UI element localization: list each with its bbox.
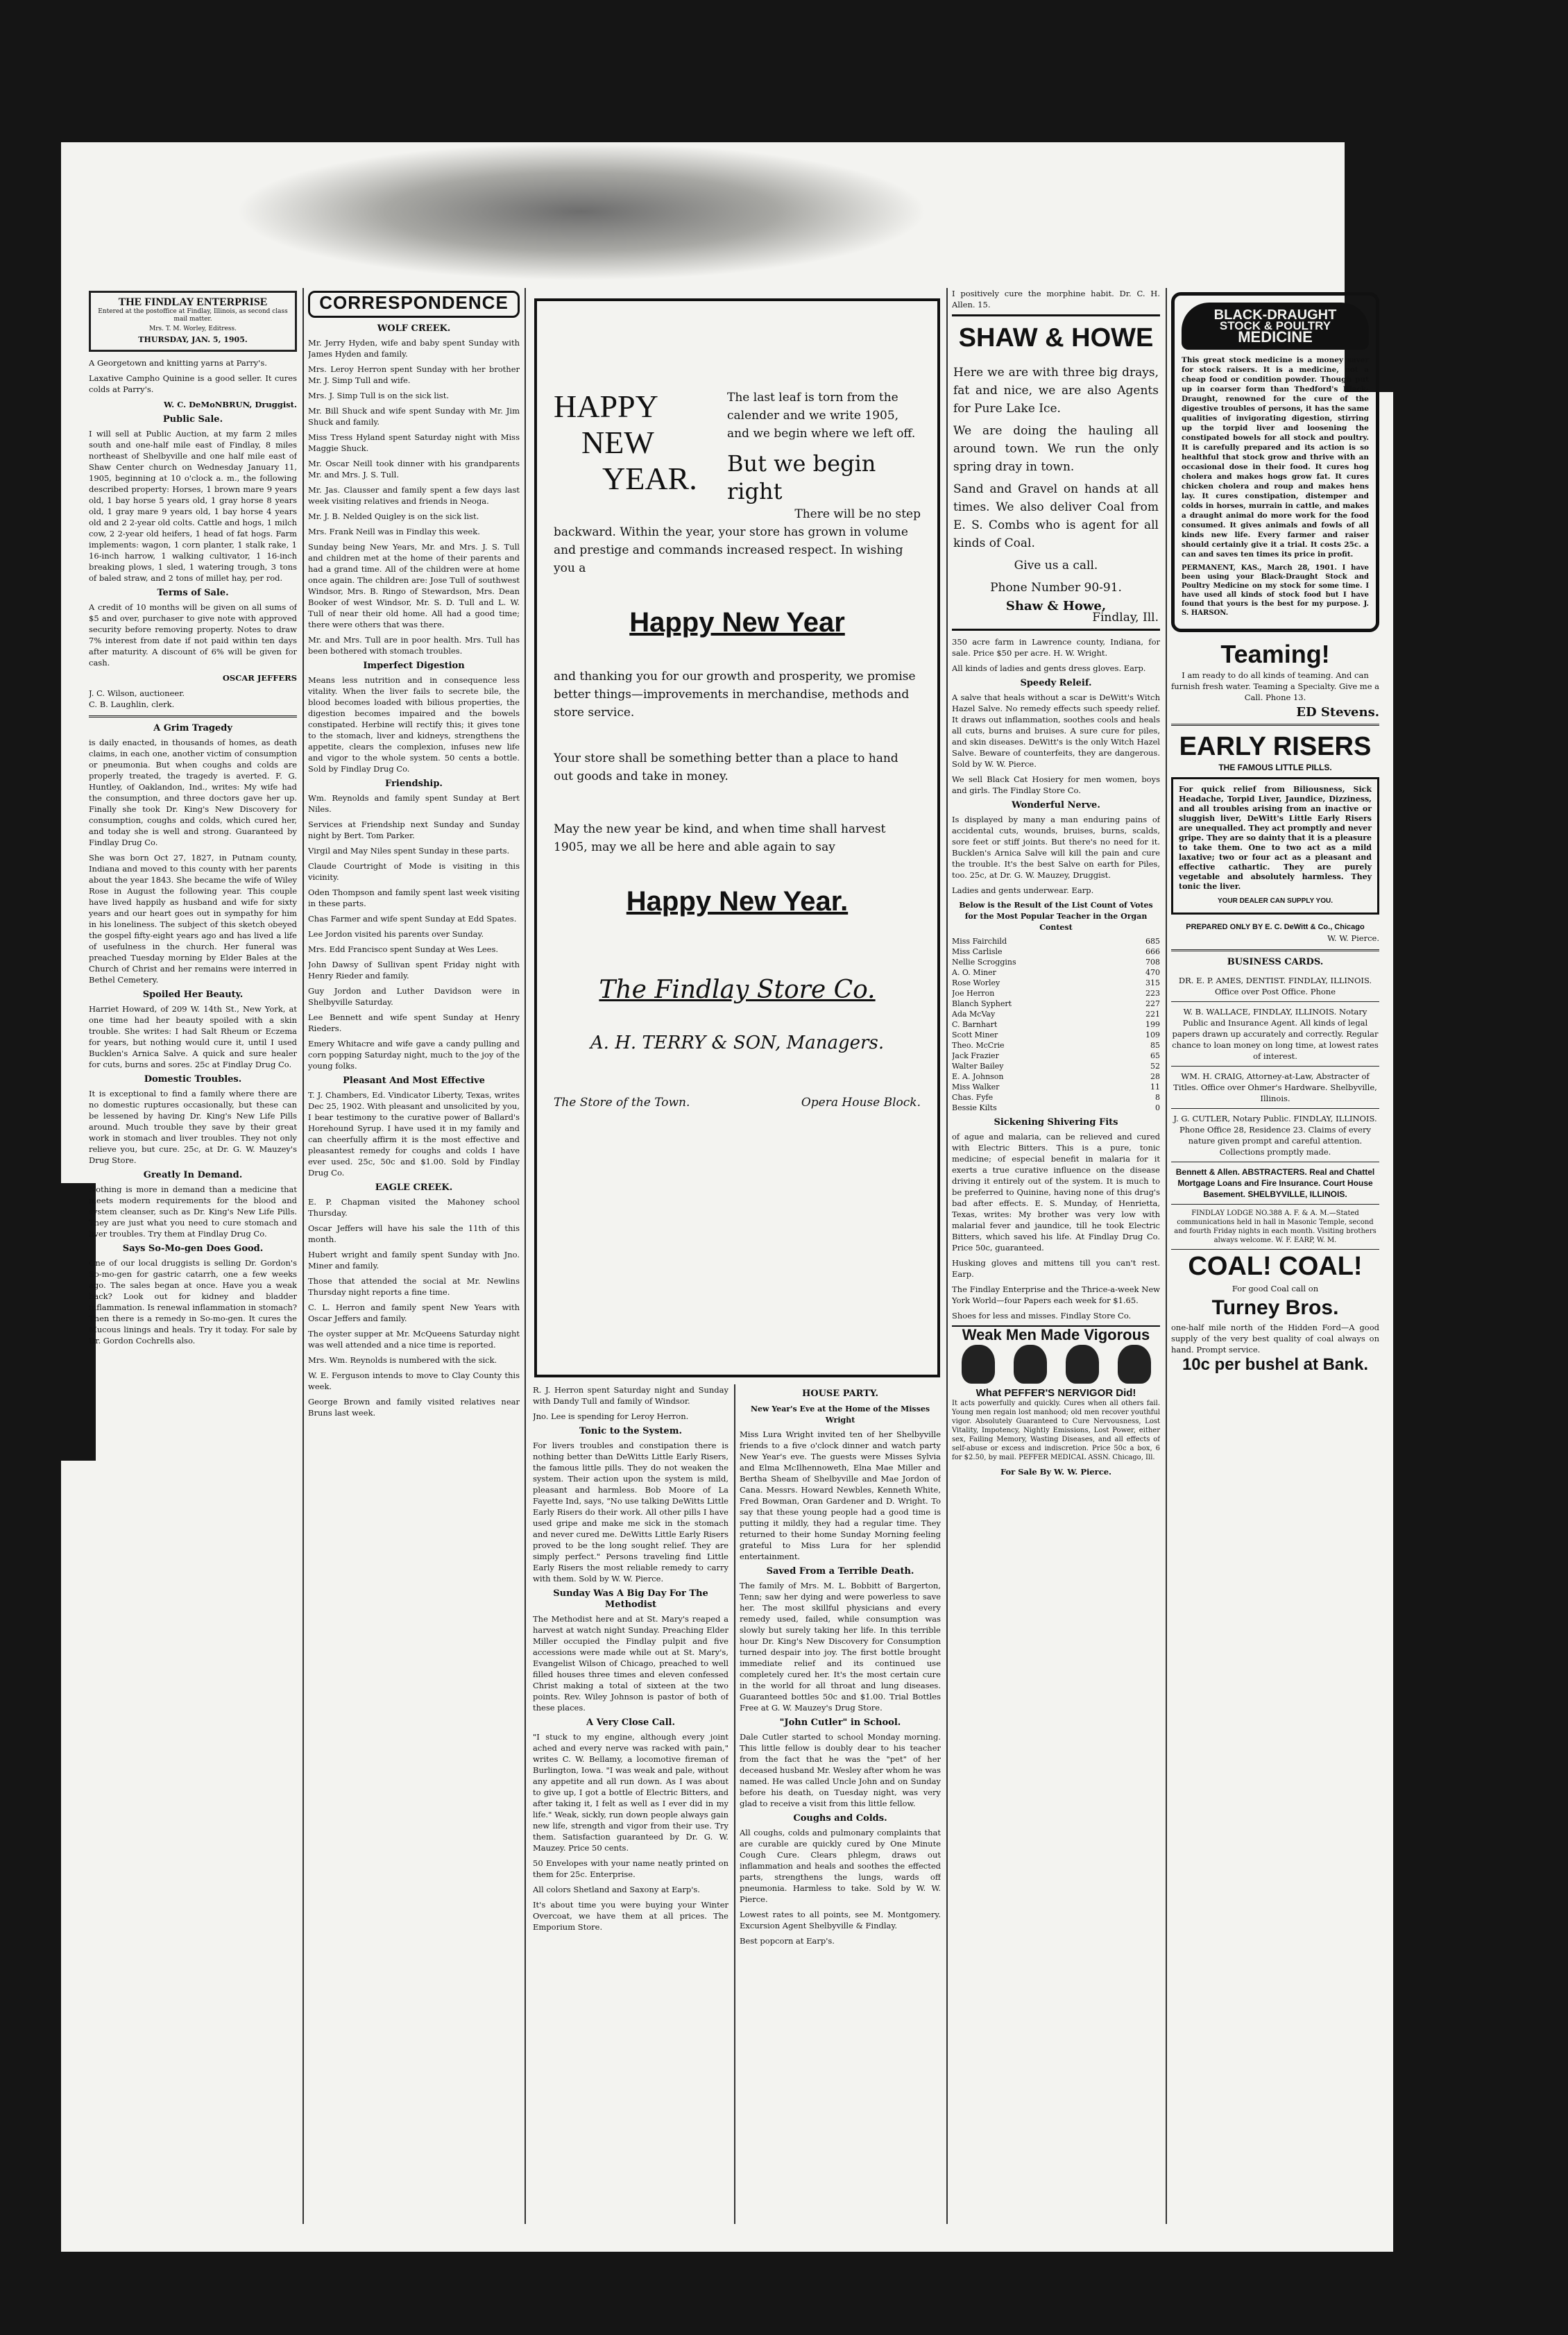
greeting-happy-new-year: Happy New Year [629,607,845,638]
column-4 [952,288,1160,2252]
banner-line: STOCK & POULTRY [1219,319,1331,332]
black-draught-banner [1182,303,1369,350]
column-rule [525,288,526,2224]
shaw-howe-text: Sand and Gravel on hands at all times. We also deliver Coal from E. S. Combs who is agent for all kinds of Coal. [953,482,1159,550]
masthead-title: THE FINDLAY ENTERPRISE [118,296,268,308]
greeting-happy-new-year-2: Happy New Year. [626,886,849,917]
article-heading: Terms of Sale. [157,588,229,598]
article-body: It is exceptional to find a family where there are no domestic ruptures occasionally, but these can be lessened by having Dr. King's New Life Pills around. Much trouble they save by their great work in stomach and liver troubles. They not only relieve you, but cure. 25c, at Dr. G. W. Mauzey's Drug Store. [89,1089,297,1165]
contest-name: Miss Walker [952,1082,1000,1092]
local-item: Those that attended the social at Mr. Newlins Thursday night reports a fine time. [308,1276,520,1297]
local-item: Lee Jordon visited his parents over Sunday. [308,929,484,939]
store-tagline: The Store of the Town. [554,1096,690,1110]
local-item: C. L. Herron and family spent New Years with Oscar Jeffers and family. [308,1302,520,1323]
contest-row [952,1092,1160,1103]
article-heading: HOUSE PARTY. [801,1389,879,1399]
local-item: 50 Envelopes with your name neatly printed on them for 25c. Enterprise. [533,1858,728,1879]
contest-name: Scott Miner [952,1030,998,1039]
contest-name: Joe Herron [952,989,995,998]
correspondence-banner [308,291,520,318]
body-text: Your store shall be something better than a place to hand out goods and take in money. [554,752,898,783]
local-item: Mr. and Mrs. Tull are in poor health. Mrs. Tull has been bothered with stomach troubles. [308,635,520,656]
store-name: The Findlay Store Co. [599,976,876,1004]
column-1 [89,288,297,2252]
local-item: 350 acre farm in Lawrence county, Indiana, for sale. Price $50 per acre. H. W. Wright. [952,637,1160,658]
early-risers-dealer: YOUR DEALER CAN SUPPLY YOU. [1218,897,1333,905]
local-item: The oyster supper at Mr. McQueens Saturday night was well attended and a nice time is reported. [308,1329,520,1350]
coal-dealer: Turney Bros. [1211,1296,1339,1319]
contest-row [952,1103,1160,1113]
divider [89,715,297,718]
local-item: Best popcorn at Earp's. [740,1936,835,1946]
store-location: Opera House Block. [801,1096,921,1110]
article-body: All coughs, colds and pulmonary complaints that are curable are quickly cured by One Minute Cough Cure. Clears phlegm, draws out inflammation and heals and soothes the effected parts, strengthens the lungs, wards off pneumonia. Harmless to take. Sold by W. W. Pierce. [740,1828,941,1904]
contest-row [952,1071,1160,1082]
article-body: One of our local druggists is selling Dr. Gordon's So-mo-gen for gastric catarrh, one a few weeks ago. The sales began at once. Have you a weak back? Look out for kidney and bladder inflammation. Is renewal inflammation in stomach? Then there is a remedy in So-mo-gen. It cures the Mucous linings and heals. Try it today. For sale by Dr. Gordon Cochrells also. [89,1258,297,1345]
local-item: Mr. J. B. Nelded Quigley is on the sick list. [308,511,479,521]
body-text: and thanking you for our growth and prosperity, we promise better things—improvements in merchandise, methods and store service. [554,670,916,720]
correspondence-title: CORRESPONDENCE [319,292,509,313]
shaw-howe-ad [952,314,1160,631]
contest-name: Theo. McCrie [952,1041,1005,1050]
local-item: Lee Bennett and wife spent Sunday at Henry Rieders. [308,1012,520,1033]
article-subheading: New Year's Eve at the Home of the Misses Wright [750,1404,930,1425]
shaw-howe-text: Here we are with three big drays, fat and nice, we are also Agents for Pure Lake Ice. [953,366,1159,416]
owner-sig: OSCAR JEFFERS [222,673,297,683]
auctioneer-line: J. C. Wilson, auctioneer. [89,688,185,698]
local-item: Mrs. Wm. Reynolds is numbered with the sick. [308,1355,497,1365]
article-heading: Sickening Shivering Fits [994,1117,1118,1128]
coal-body: one-half mile north of the Hidden Ford—A good supply of the very best quality of coal always on hand. Prompt service. [1171,1323,1379,1355]
contest-name: Ada McVay [952,1010,996,1019]
local-item: We sell Black Cat Hosiery for men women, boys and girls. The Findlay Store Co. [952,774,1160,795]
article-body: is daily enacted, in thousands of homes, as death claims, in each one, another victim of consumption or pneumonia. But when coughs and colds are properly treated, the tragedy is averted. F. G. Huntley, of Oaklandon, Ind., writes: My wife had the consumption, and three doctors gave her up. Finally she took Dr. King's New Discovery for consumption, coughs and colds, which cured her, and today she is well and strong. Guaranteed by Findlay Drug Co. [89,738,297,847]
contest-votes: 52 [1150,1062,1160,1071]
contest-name: Blanch Syphert [952,999,1012,1008]
article-heading: A Grim Tragedy [153,723,232,733]
local-item: Miss Tress Hyland spent Saturday night with Miss Maggie Shuck. [308,432,520,453]
shaw-howe-text: Phone Number 90-91. [990,581,1122,595]
step-text: There will be no step [794,507,921,521]
contest-table [952,936,1160,1113]
coal-price: 10c per bushel at Bank. [1182,1355,1369,1374]
article-body: T. J. Chambers, Ed. Vindicator Liberty, Texas, writes Dec 25, 1902. With pleasant and unsolicited by you, I bear testimony to the curative power of Ballard's Horehound Syrup. I have used it in my family and can cheerfully affirm it is the most effective and pleasantest remedy for coughs and colds I have ever used. 25c, 50c and $1.00. Sold by Findlay Drug Co. [308,1090,520,1178]
contest-votes: 223 [1145,989,1160,998]
local-item: George Brown and family visited relatives near Bruns last week. [308,1397,520,1418]
article-heading: Greatly In Demand. [143,1170,243,1180]
contest-row [952,936,1160,946]
contest-votes: 666 [1145,947,1160,956]
column-3-left [533,1384,728,2252]
contest-votes: 315 [1145,978,1160,987]
happy-new-year-heading [554,322,713,523]
local-item: Mrs. Leroy Herron spent Sunday with her brother Mr. J. Simp Tull and wife. [308,364,520,385]
contest-row [952,1051,1160,1061]
contest-votes: 65 [1150,1051,1160,1060]
article-heading: Coughs and Colds. [793,1813,887,1824]
column-rule [302,288,304,2224]
coal-title: COAL! COAL! [1188,1252,1363,1281]
local-item: Jno. Lee is spending for Leroy Herron. [533,1411,689,1421]
local-item: Oden Thompson and family spent last week visiting in these parts. [308,888,520,908]
article-body: The family of Mrs. M. L. Bobbitt of Bargerton, Tenn; saw her dying and were powerless to save her. The most skillful physicians and every remedy used, failed, while consumption was slowly but surely taking her life. In this terrible hour Dr. King's New Discovery for Consumption turned despair into joy. The first bottle brought immediate relief and its continued use completely cured her. It's the most certain cure in the world for all throat and lung diseases. Guaranteed bottles 50c and $1.00. Trial Bottles Free at G. W. Mauzey's Drug Store. [740,1581,941,1713]
contest-row [952,1061,1160,1071]
local-item: Mrs. Edd Francisco spent Sunday at Wes Lees. [308,944,499,954]
nervigor-portraits [952,1345,1160,1384]
article-heading: Sunday Was A Big Day For The Methodist [553,1588,708,1610]
local-item: Mr. Bill Shuck and wife spent Sunday with Mr. Jim Shuck and family. [308,406,520,427]
contest-row [952,967,1160,978]
article-body: Harriet Howard, of 209 W. 14th St., New York, at one time had her beauty spoiled with a skin trouble. She writes: I had Salt Rheum or Eczema for years, but nothing would cure it, until I used Bucklen's Arnica Salve. A quick and sure healer for cuts, burns and sores. 25c at Findlay Drug Co. [89,1004,297,1069]
article-body: For livers troubles and constipation there is nothing better than DeWitts Little Early Risers, the famous little pills. They do not weaken the system. Their action upon the system is mild, pleasant and harmless. Bob Moore of La Fayette Ind, says, "No use talking DeWitts Little Early Risers do their work. All other pills I have used gripe and make me sick in the stomach and never cured me. DeWitts Little Early Risers proved to be the long sought relief. They are simply perfect." Persons traveling find Little Early Risers the most reliable remedy to carry with them. Sold by W. W. Pierce. [533,1441,728,1583]
shaw-howe-text: We are doing the hauling all around town. We run the only spring dray in town. [953,424,1159,474]
contest-row [952,1030,1160,1040]
article-heading: A Very Close Call. [586,1717,675,1728]
local-item: Mrs. Frank Neill was in Findlay this week. [308,527,480,536]
black-draught-ad [1171,292,1379,632]
contest-votes: 85 [1150,1041,1160,1050]
contest-votes: 199 [1145,1020,1160,1029]
local-item: Lowest rates to all points, see M. Montgomery. Excursion Agent Shelbyville & Findlay. [740,1910,941,1930]
contest-votes: 8 [1155,1093,1160,1102]
teaming-body: I am ready to do all kinds of teaming. And can furnish fresh water. Teaming a Specialty. Give me a Call. Phone 13. [1171,670,1379,702]
contest-row [952,978,1160,988]
lead-text: The last leaf is torn from the calender and we write 1905, and we begin where we left off. [727,391,916,441]
heading-new: NEW [581,425,654,460]
shaw-howe-text: Give us a call. [1014,559,1098,572]
contest-row [952,988,1160,999]
shaw-howe-sig: Shaw & Howe, [1005,599,1107,613]
begin-text: But we begin right [727,450,876,504]
local-item: Chas Farmer and wife spent Sunday at Edd Spates. [308,914,517,924]
local-item: I positively cure the morphine habit. Dr. C. H. Allen. 15. [952,289,1160,309]
contest-name: C. Barnhart [952,1020,998,1029]
contest-votes: 11 [1150,1082,1160,1092]
early-risers-body: For quick relief from Biliousness, Sick Headache, Torpid Liver, Jaundice, Dizziness, and all troubles arising from an inactive or sluggish liver, DeWitt's Little Early Risers are unequalled. They act promptly and never gripe. They are so dainty that it is a pleasure to take them. One to two act as a mild laxative; two or four act as a pleasant and effective cathartic. They are purely vegetable and absolutely harmless. They tonic the liver. [1179,785,1372,891]
body-text: backward. Within the year, your store has grown in volume and prestige and commands increased respect. In wishing you a [554,525,908,575]
local-item: Shoes for less and misses. Findlay Store Co. [952,1311,1132,1321]
article-body: "I stuck to my engine, although every joint ached and every nerve was racked with pain," writes C. W. Bellamy, a locomotive fireman of Burlington, Iowa. "I was weak and pale, without any appetite and all run down. As I was about to give up, I got a bottle of Electric Bitters, and after taking it, I felt as well as I ever did in my life." Weak, sickly, run down people always gain new life, strength and vigor from their use. Try them. Satisfaction guaranteed by Dr. G. W. Mauzey. Price 50 cents. [533,1732,728,1853]
druggist-sig: W. C. DeMoNBRUN, Druggist. [163,400,297,409]
column-rule [946,288,948,2224]
masthead [89,291,297,352]
article-body: Means less nutrition and in consequence less vitality. When the liver fails to secrete bile, the blood becomes loaded with bilious properties, the digestion becomes impaired and the bowels constipated. Herbine will rectify this; it gives tone to the stomach, liver and kidneys, strengthens the appetite, clears the complexion, infuses new life and vigor to the whole system. 50 cents a bottle. Sold by Findlay Drug Co. [308,675,520,774]
banner-line: BLACK-DRAUGHT [1213,307,1337,323]
masthead-editor: Mrs. T. M. Worley, Editress. [149,325,237,332]
contest-row [952,1019,1160,1030]
local-item: Emery Whitacre and wife gave a candy pulling and corn popping Saturday night, much to the joy of the young folks. [308,1039,520,1071]
contest-name: A. O. Miner [952,968,996,977]
coal-intro: For good Coal call on [1232,1284,1319,1293]
business-card: J. G. CUTLER, Notary Public. FINDLAY, ILLINOIS. Phone Office 28, Residence 23. Claims of every nature given prompt and careful attention. Collections promptly made. [1171,1109,1379,1162]
local-item: Mr. Oscar Neill took dinner with his grandparents Mr. and Mrs. J. S. Tull. [308,459,520,479]
contest-name: Chas. Fyfe [952,1093,994,1102]
contest-row [952,1082,1160,1092]
divider [1171,724,1379,726]
contest-name: Walter Bailey [952,1062,1004,1071]
local-item: Mrs. J. Simp Tull is on the sick list. [308,391,449,400]
heading-happy: HAPPY [554,389,658,424]
local-item: Husking gloves and mittens till you can't rest. Earp. [952,1258,1160,1279]
nervigor-body: It acts powerfully and quickly. Cures when all others fail. Young men regain lost manhood; old men recover youthful vigor. Absolutely Guaranteed to Cure Nervousness, Lost Vitality, Impotency, Nightly Emissions, Lost Power, either sex, Failing Memory, Wasting Diseases, and all effects of self-abuse or excess and indiscretion. Price 50c a box, 6 for $2.50, by mail. PEFFER MEDICAL ASSN. Chicago, Ill. [952,1400,1160,1461]
local-item: John Dawsy of Sullivan spent Friday night with Henry Rieder and family. [308,960,520,980]
early-risers-sold: W. W. Pierce. [1327,933,1379,943]
article-heading: Public Sale. [162,414,223,425]
water-stain [235,142,928,281]
article-heading: Saved From a Terrible Death. [766,1566,914,1577]
contest-name: Bessie Kilts [952,1103,997,1112]
nervigor-title: Weak Men Made Vigorous [962,1326,1150,1343]
early-risers-title: EARLY RISERS [1179,732,1372,761]
article-body: I will sell at Public Auction, at my farm 2 miles south and one-half mile east of Findlay, 8 miles northeast of Shelbyville and one half mile east of Shaw Center church on Wednesday January 11, 1905, beginning at 10 o'clock a. m., the following described property: Horses, 1 brown mare 9 years old, 1 bay horse 5 years old, 1 gray horse 8 years old, 1 gray mare 9 years old, 1 bay horse 4 years old and 2 2-year old colts. Cattle and hogs, 1 milch cow, 2 2-year old heifers, 1 head of fat hogs. Farm implements: wagon, 1 corn planter, 1 stalk rake, 1 16-inch harrow, 1 walking cultivator, 1 16-inch breaking plows, 1 sled, 1 watering trough, 3 tons of baled straw, and 2 tons of millet hay, per rod. [89,429,297,583]
column-rule [1166,288,1167,2224]
article-heading: Domestic Troubles. [144,1074,242,1085]
article-heading: Tonic to the System. [579,1426,682,1436]
portrait-icon [1118,1345,1151,1384]
banner-line: MEDICINE [1238,328,1313,346]
heading-year: YEAR. [602,461,697,496]
shaw-howe-title: SHAW & HOWE [958,323,1154,353]
business-card: DR. E. P. AMES, DENTIST. FINDLAY, ILLINOIS. Office over Post Office. Phone [1171,971,1379,1002]
contest-row [952,946,1160,957]
teaming-title: Teaming! [1220,640,1330,668]
local-item: All colors Shetland and Saxony at Earp's. [533,1885,700,1894]
article-body: Nothing is more in demand than a medicine that meets modern requirements for the blood and system cleanser, such as Dr. King's New Life Pills. They are just what you need to cure stomach and liver troubles. Try them at Findlay Drug Co. [89,1185,297,1239]
newspaper-page [61,142,1393,2252]
article-heading: Speedy Releif. [1020,678,1092,688]
contest-name: E. A. Johnson [952,1072,1004,1081]
article-body: A credit of 10 months will be given on all sums of $5 and over, purchaser to give note with approved security before removing property. Notes to draw 7% interest from date if not paid within ten days after maturity. A discount of 6% will be given for cash. [89,602,297,668]
nervigor-sold: For Sale By W. W. Pierce. [1000,1467,1112,1477]
local-item: All kinds of ladies and gents dress gloves. Earp. [952,663,1146,673]
contest-name: Miss Fairchild [952,937,1007,946]
contest-row [952,1009,1160,1019]
local-item: R. J. Herron spent Saturday night and Sunday with Dandy Tull and family of Windsor. [533,1385,728,1406]
divider [1171,949,1379,951]
local-item: Mr. Jerry Hyden, wife and baby spent Sunday with James Hyden and family. [308,338,520,359]
portrait-icon [1066,1345,1099,1384]
article-body: Miss Lura Wright invited ten of her Shelbyville friends to a five o'clock dinner and watch party New Year's eve. The guests were Misses Sylvia and Elma McIlhennoweth, Elna Mae Miller and Bertha Sheam of Shelbyville and Mae Jordon of Cana. Messrs. Howard Newbles, Kenneth White, Fred Bowman, Oran Gardener and D. Wright. To say that these young people had a good time is putting it mildly, they had a regular time. They returned to their home Sunday Morning feeling grateful to Miss Lura for her splendid entertainment. [740,1429,941,1561]
contest-votes: 221 [1145,1010,1160,1019]
contest-votes: 0 [1155,1103,1160,1112]
article-heading: Spoiled Her Beauty. [142,990,244,1000]
local-item: Sunday being New Years, Mr. and Mrs. J. S. Tull and children met at the home of their parents and had a grand time. All of the children were at home once again. The children are: Jose Tull of southwest Windsor, Mrs. B. Ringo of Stewardson, Mrs. Dean Booker of west Windsor, Mr. S. D. Tull and L. W. Tull of near their old home. All had a good time; there were others that was there. [308,542,520,629]
black-draught-body: This great stock medicine is a money saver for stock raisers. It is a medicine, not a cheap food or condition powder. Though put up in coarser form than Thedford's Black-Draught, renowned for the cure of the digestive troubles of persons, it has the same qualities of invigorating digestion, stirring up the torpid liver and loosening the constipated bowels for all stock and poultry. It is carefully prepared and its action is so healthful that stock grow and thrive with an occasional dose in their food. It cures hog cholera and makes hogs grow fat. It cures chicken cholera and roup and makes hens lay. It cures constipation, distemper and colds in horses, murrain in cattle, and makes a draught animal do more work for the food consumed. It gives animals and fowls of all kinds new life. Every farmer and raiser should certainly give it a trial. It costs 25c. a can and saves ten times its price in profit. [1182,356,1369,559]
local-item: It's about time you were buying your Winter Overcoat, we have them at all prices. The Emporium Store. [533,1900,728,1932]
local-item: Oscar Jeffers will have his sale the 11th of this month. [308,1223,520,1244]
local-item: Guy Jordon and Luther Davidson were in Shelbyville Saturday. [308,986,520,1007]
portrait-icon [962,1345,995,1384]
contest-row [952,999,1160,1009]
early-risers-box [1171,777,1379,915]
business-card: FINDLAY LODGE NO.388 A. F. & A. M.—Stated communications held in hall in Masonic Temple, second and fourth Friday nights in each month. Visiting brothers always welcome. W. F. EARP, W. M. [1171,1205,1379,1250]
local-item: Wm. Reynolds and family spent Sunday at Bert Niles. [308,793,520,814]
column-2 [308,288,520,2252]
article-body: The Methodist here and at St. Mary's reaped a harvest at watch night Sunday. Preaching Elder Miller occupied the Findlay pulpit and five accessions were made while out at St. Mary's, Evangelist Wilson of Chicago, preached to well filled houses three times and eleven confessed Christ making a total of sixteen at the two points. Rev. Wiley Johnson is pastor of both of these places. [533,1614,728,1713]
local-item: Laxative Campho Quinine is a good seller. It cures colds at Parry's. [89,373,297,394]
new-year-ad [534,298,940,1377]
clerk-line: C. B. Laughlin, clerk. [89,699,175,709]
contest-name: Nellie Scroggins [952,958,1016,967]
contest-votes: 227 [1145,999,1160,1008]
contest-votes: 470 [1145,968,1160,977]
contest-votes: 109 [1145,1030,1160,1039]
local-item: W. E. Ferguson intends to move to Clay County this week. [308,1370,520,1391]
article-body: Is displayed by many a man enduring pains of accidental cuts, wounds, bruises, burns, scalds, sore feet or stiff joints. But there's no need for it. Bucklen's Arnica Salve will kill the pain and cure the trouble. It's the best Salve on earth for Piles, too. 25c, at Dr. G. W. Mauzey, Druggist. [952,815,1160,880]
article-heading: "John Cutler" in School. [779,1717,901,1728]
business-card: WM. H. CRAIG, Attorney-at-Law, Abstracter of Titles. Office over Ohmer's Hardware. Shelbyville, Illinois. [1171,1067,1379,1109]
contest-name: Jack Frazier [952,1051,999,1060]
local-item: The Findlay Enterprise and the Thrice-a-week New York World—four Papers each week for $1.65. [952,1284,1160,1305]
masthead-entry-note: Entered at the postoffice at Findlay, Illinois, as second class mail matter. [98,308,288,323]
article-body: of ague and malaria, can be relieved and cured with Electric Bitters. This is a pure, tonic medicine; of especial benefit in malaria for it exerts a true curative influence on the disease driving it entirely out of the system. It is much to be preferred to Quinine, having none of this drug's bad after effects. E. S. Munday, of Henrietta, Texas, writes: My brother was very low with malarial fever and jaundice, till he took Electric Bitters, which saved his life. At Findlay Drug Co. Price 50c, guaranteed. [952,1132,1160,1253]
contest-votes: 685 [1145,937,1160,946]
managers-line: A. H. TERRY & SON, Managers. [590,1033,885,1053]
local-item: E. P. Chapman visited the Mahoney school Thursday. [308,1197,520,1218]
contest-votes: 28 [1150,1072,1160,1081]
article-heading: Wonderful Nerve. [1012,800,1100,810]
business-card: W. B. WALLACE, FINDLAY, ILLINOIS. Notary Public and Insurance Agent. All kinds of legal papers drawn up accurately and correctly. Regular chance to loan money on long time, at lowest rates of interest. [1171,1002,1379,1067]
local-item: Mr. Jas. Clausser and family spent a few days last week visiting relatives and friends in Neoga. [308,485,520,506]
article-heading: Imperfect Digestion [363,661,465,671]
portrait-icon [1014,1345,1047,1384]
article-heading: Says So-Mo-gen Does Good. [122,1243,264,1254]
business-card: Bennett & Allen. ABSTRACTERS. Real and Chattel Mortgage Loans and Fire Insurance. Court House Basement. SHELBYVILLE, ILLINOIS. [1171,1162,1379,1205]
business-cards-title: BUSINESS CARDS. [1227,957,1324,967]
article-body: A salve that heals without a scar is DeWitt's Witch Hazel Salve. No remedy effects such speedy relief. It draws out inflammation, soothes cools and heals all cuts, burns and bruises. A sure cure for piles, and skin diseases. DeWitt's is the only Witch Hazel Salve. Beware of counterfeits, they are dangerous. Sold by W. W. Pierce. [952,693,1160,769]
contest-name: Miss Carlisle [952,947,1003,956]
nervigor-subtitle: What PEFFER'S NERVIGOR Did! [975,1387,1136,1399]
early-risers-maker: PREPARED ONLY BY E. C. DeWitt & Co., Chicago [1186,923,1365,931]
article-heading: Friendship. [385,779,443,789]
contest-row [952,1040,1160,1051]
article-body: She was born Oct 27, 1827, in Putnam county, Indiana and moved to this county with her parents about the year 1843. She became the wife of Wiley Rose in August the following year. This couple have lived happily as husband and wife for sixty years and our heart goes out in sympathy for him in his loneliness. The subject of this sketch obeyed the gospel fifty-eight years ago and has lived a life of usefulness in the church. Her funeral was preached Tuesday morning by Elder Bales at the Church of Christ and her remains were interred in Bethel Cemetery. [89,853,297,985]
article-heading: Pleasant And Most Effective [343,1076,485,1086]
local-item: Services at Friendship next Sunday and Sunday night by Bert. Tom Parker. [308,820,520,840]
contest-heading: Below is the Result of the List Count of Votes for the Most Popular Teacher in the Organ Contest [959,901,1153,932]
local-item: Ladies and gents underwear. Earp. [952,885,1094,895]
nervigor-ad [952,1325,1160,1477]
black-draught-testimonial: PERMANENT, KAS., March 28, 1901. I have been using your Black-Draught Stock and Poultry Medicine on my stock for some time. I have used all kinds of stock food but I have found that yours is the best for my purpose. J. S. HARSON. [1182,564,1369,617]
column-5 [1171,288,1379,2252]
body-text: May the new year be kind, and when time shall harvest 1905, may we all be here and able again to say [554,822,886,854]
local-item: Claude Courtright of Mode is visiting in this vicinity. [308,861,520,882]
teaming-sig: ED Stevens. [1296,705,1379,720]
article-heading: EAGLE CREEK. [375,1182,453,1193]
local-item: Virgil and May Niles spent Sunday in these parts. [308,846,510,856]
contest-votes: 708 [1145,958,1160,967]
article-body: Dale Cutler started to school Monday morning. This little fellow is doubly dear to his teacher from the fact that he was the "pet" of her deceased husband Mr. Wesley after whom he was named. He was called Uncle John and on Sunday before his death, on Tuesday night, was very glad to receive a visit from this little fellow. [740,1732,941,1808]
masthead-date: THURSDAY, JAN. 5, 1905. [138,335,248,344]
column-rule [734,1384,735,2224]
shaw-howe-place: Findlay, Ill. [1092,611,1159,625]
article-heading: WOLF CREEK. [377,323,451,334]
early-risers-subtitle: THE FAMOUS LITTLE PILLS. [1218,763,1332,772]
local-item: A Georgetown and knitting yarns at Parry's. [89,358,267,368]
contest-name: Rose Worley [952,978,1000,987]
column-3-right [740,1384,941,2252]
local-item: Hubert wright and family spent Sunday with Jno. Miner and family. [308,1250,520,1271]
contest-row [952,957,1160,967]
